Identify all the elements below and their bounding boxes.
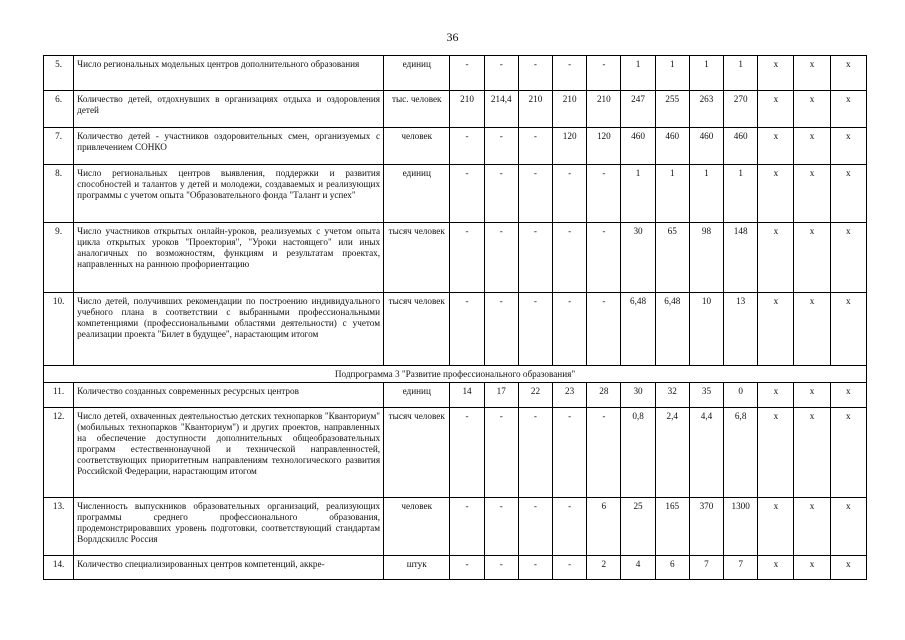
value-cell: 7 [689,556,723,580]
value-cell: 6,48 [621,293,655,366]
value-cell: - [518,56,552,91]
value-cell: x [830,498,866,556]
indicator-name: Количество детей, отдохнувших в организациях отдыха и оздоровления детей [74,91,384,128]
unit-of-measure: единиц [384,165,450,223]
value-cell: 460 [724,128,758,165]
row-number: 12. [44,408,74,498]
value-cell: x [794,56,830,91]
indicator-name: Численность выпускников образовательных организаций, реализующих программы среднего профессионального образования, продемонстрировавших уровень подготовки, соответствующий стандартам Ворлдскиллс Россия [74,498,384,556]
table-row [44,383,867,408]
value-cell: x [830,383,866,408]
value-cell: - [587,56,621,91]
table-row [44,498,867,556]
row-number: 13. [44,498,74,556]
value-cell: x [794,293,830,366]
value-cell: x [830,556,866,580]
value-cell: 14 [450,383,484,408]
table-row [44,408,867,498]
value-cell: - [450,293,484,366]
indicator-name: Число детей, охваченных деятельностью детских технопарков "Кванториум" (мобильных технопарков "Кванториум") и других проектов, направленных на обеспечение доступности дополнительных общеобразовательных программ естественнонаучной и технической направленностей, соответствующих приоритетным направлениям технологического развития Российской Федерации, нарастающим итогом [74,408,384,498]
value-cell: - [518,223,552,293]
value-cell: 263 [689,91,723,128]
value-cell: 210 [518,91,552,128]
value-cell: x [794,556,830,580]
value-cell: 35 [689,383,723,408]
value-cell: 7 [724,556,758,580]
row-number: 5. [44,56,74,91]
row-number: 14. [44,556,74,580]
value-cell: 6,8 [724,408,758,498]
value-cell: - [450,498,484,556]
value-cell: - [518,408,552,498]
value-cell: 1 [689,165,723,223]
value-cell: - [518,128,552,165]
value-cell: x [794,128,830,165]
value-cell: x [794,165,830,223]
indicators-table [43,55,867,580]
value-cell: 6,48 [655,293,689,366]
table-row [44,223,867,293]
value-cell: 0 [724,383,758,408]
unit-of-measure: штук [384,556,450,580]
row-number: 9. [44,223,74,293]
value-cell: 1300 [724,498,758,556]
row-number: 11. [44,383,74,408]
value-cell: - [553,408,587,498]
value-cell: 247 [621,91,655,128]
value-cell: - [484,165,518,223]
value-cell: x [830,165,866,223]
value-cell: x [758,165,794,223]
value-cell: - [484,556,518,580]
table-row [44,293,867,366]
value-cell: 4,4 [689,408,723,498]
value-cell: x [794,498,830,556]
value-cell: - [553,556,587,580]
value-cell: x [758,223,794,293]
value-cell: - [553,293,587,366]
indicator-name: Количество созданных современных ресурсных центров [74,383,384,408]
value-cell: x [830,128,866,165]
value-cell: - [587,165,621,223]
value-cell: - [518,556,552,580]
value-cell: 1 [689,56,723,91]
value-cell: x [758,383,794,408]
value-cell: x [830,91,866,128]
value-cell: x [758,56,794,91]
value-cell: x [758,91,794,128]
table-body-lower [44,383,867,580]
value-cell: - [484,223,518,293]
page-number: 36 [446,30,459,44]
unit-of-measure: тысяч человек [384,223,450,293]
value-cell: - [518,498,552,556]
value-cell: 2 [587,556,621,580]
unit-of-measure: единиц [384,383,450,408]
value-cell: x [830,408,866,498]
table-body-upper [44,56,867,366]
section-header [44,366,867,383]
value-cell: 460 [689,128,723,165]
value-cell: 1 [621,165,655,223]
value-cell: 460 [621,128,655,165]
value-cell: - [518,165,552,223]
value-cell: 98 [689,223,723,293]
value-cell: 6 [655,556,689,580]
value-cell: 460 [655,128,689,165]
value-cell: x [794,408,830,498]
value-cell: - [484,128,518,165]
indicator-name: Количество детей - участников оздоровительных смен, организуемых с привлечением СОНКО [74,128,384,165]
unit-of-measure: человек [384,128,450,165]
value-cell: x [830,223,866,293]
value-cell: - [587,408,621,498]
value-cell: 65 [655,223,689,293]
value-cell: 165 [655,498,689,556]
value-cell: 30 [621,383,655,408]
value-cell: 1 [621,56,655,91]
value-cell: 148 [724,223,758,293]
indicator-name: Число региональных модельных центров дополнительного образования [74,56,384,91]
value-cell: - [484,56,518,91]
section-title: Подпрограмма 3 "Развитие профессионального образования" [44,366,867,383]
unit-of-measure: человек [384,498,450,556]
value-cell: x [830,293,866,366]
value-cell: x [758,293,794,366]
value-cell: - [587,223,621,293]
value-cell: - [553,165,587,223]
unit-of-measure: тысяч человек [384,408,450,498]
value-cell: x [794,91,830,128]
value-cell: - [518,293,552,366]
value-cell: - [450,128,484,165]
value-cell: - [484,408,518,498]
value-cell: - [553,498,587,556]
value-cell: 13 [724,293,758,366]
value-cell: x [758,498,794,556]
value-cell: 1 [655,165,689,223]
unit-of-measure: тысяч человек [384,293,450,366]
value-cell: 210 [450,91,484,128]
unit-of-measure: тыс. человек [384,91,450,128]
value-cell: 23 [553,383,587,408]
row-number: 8. [44,165,74,223]
value-cell: - [450,223,484,293]
value-cell: 120 [587,128,621,165]
row-number: 6. [44,91,74,128]
value-cell: 2,4 [655,408,689,498]
indicator-name: Число участников открытых онлайн-уроков, реализуемых с учетом опыта цикла открытых уроков "Проектория", "Уроки настоящего" или иных аналогичных по возможностям, функциям и результатам проектах, направленных на раннюю профориентацию [74,223,384,293]
value-cell: - [553,223,587,293]
table-row [44,556,867,580]
value-cell: 28 [587,383,621,408]
value-cell: x [758,408,794,498]
value-cell: 6 [587,498,621,556]
unit-of-measure: единиц [384,56,450,91]
value-cell: 255 [655,91,689,128]
table-row [44,91,867,128]
value-cell: - [587,293,621,366]
section-row [44,366,867,383]
value-cell: - [450,165,484,223]
value-cell: 32 [655,383,689,408]
value-cell: x [794,383,830,408]
row-number: 7. [44,128,74,165]
table-row [44,56,867,91]
value-cell: 1 [724,165,758,223]
value-cell: 10 [689,293,723,366]
value-cell: - [553,56,587,91]
value-cell: x [794,223,830,293]
indicator-name: Число детей, получивших рекомендации по построению индивидуального учебного плана в соответствии с выбранными профессиональными компетенциями (профессиональными областями деятельности) с учетом реализации проекта "Билет в будущее", нарастающим итогом [74,293,384,366]
indicator-name: Число региональных центров выявления, поддержки и развития способностей и талантов у детей и молодежи, создаваемых и реализующих программы с учетом опыта "Образовательного фонда "Талант и успех" [74,165,384,223]
row-number: 10. [44,293,74,366]
value-cell: 25 [621,498,655,556]
value-cell: 120 [553,128,587,165]
value-cell: 4 [621,556,655,580]
indicator-name: Количество специализированных центров компетенций, аккре- [74,556,384,580]
value-cell: x [830,56,866,91]
table-row [44,128,867,165]
value-cell: - [450,56,484,91]
value-cell: x [758,556,794,580]
value-cell: - [450,556,484,580]
table-row [44,165,867,223]
value-cell: 30 [621,223,655,293]
value-cell: 270 [724,91,758,128]
value-cell: 1 [724,56,758,91]
value-cell: 0,8 [621,408,655,498]
value-cell: 210 [553,91,587,128]
value-cell: 370 [689,498,723,556]
value-cell: - [450,408,484,498]
value-cell: 214,4 [484,91,518,128]
value-cell: - [484,498,518,556]
value-cell: x [758,128,794,165]
value-cell: 1 [655,56,689,91]
value-cell: 22 [518,383,552,408]
value-cell: 210 [587,91,621,128]
value-cell: 17 [484,383,518,408]
value-cell: - [484,293,518,366]
